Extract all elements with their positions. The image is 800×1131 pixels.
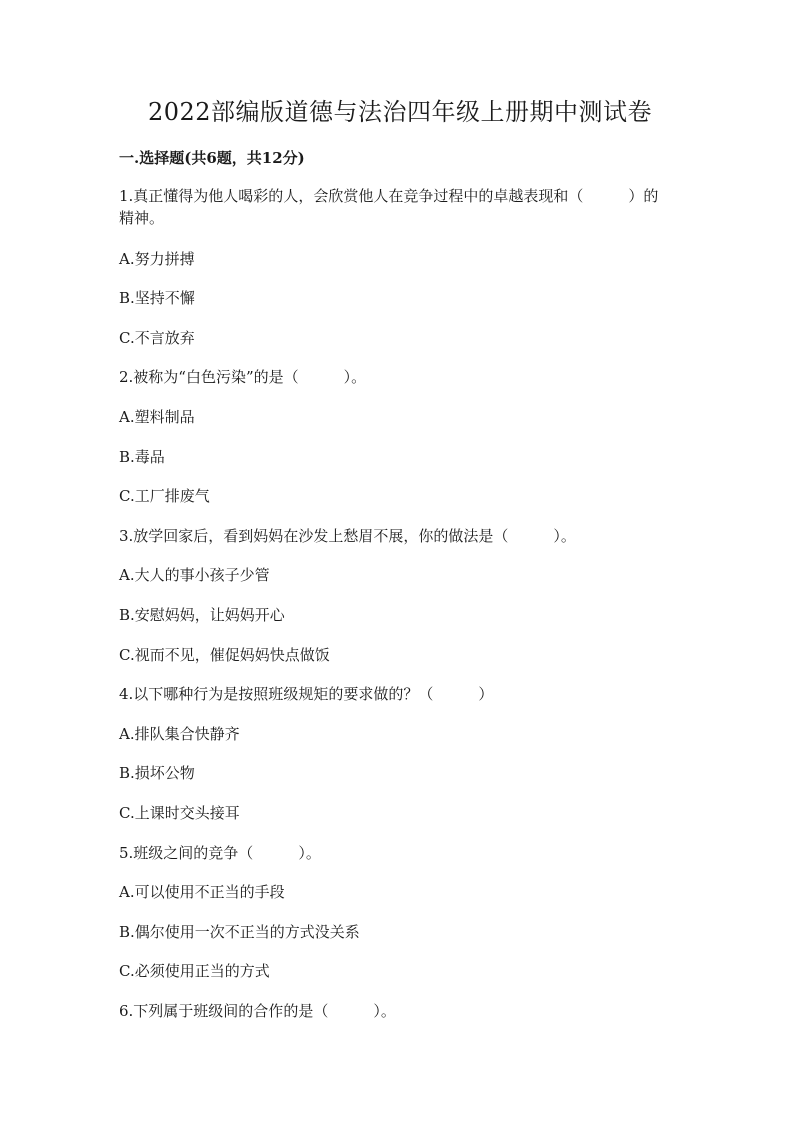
question-5-option-a: A.可以使用不正当的手段 (119, 883, 285, 901)
question-5-option-b: B.偶尔使用一次不正当的方式没关系 (119, 923, 360, 941)
question-5-option-c: C.必须使用正当的方式 (119, 962, 270, 980)
question-5-stem: 5.班级之间的竞争（ ）。 (119, 844, 321, 862)
question-1-option-c: C.不言放弃 (119, 329, 195, 347)
question-3-option-c: C.视而不见，催促妈妈快点做饭 (119, 646, 330, 664)
question-3-option-b: B.安慰妈妈，让妈妈开心 (119, 606, 285, 624)
question-4-option-c: C.上课时交头接耳 (119, 804, 240, 822)
question-1-option-a: A.努力拼搏 (119, 250, 195, 268)
question-2-option-a: A.塑料制品 (119, 408, 195, 426)
question-4-option-a: A.排队集合快静齐 (119, 725, 240, 743)
page-title: 2022部编版道德与法治四年级上册期中测试卷 (147, 98, 653, 126)
question-3-stem: 3.放学回家后，看到妈妈在沙发上愁眉不展，你的做法是（ ）。 (119, 527, 576, 545)
question-4-stem: 4.以下哪种行为是按照班级规矩的要求做的？（ ） (119, 685, 494, 703)
question-2-option-c: C.工厂排废气 (119, 487, 210, 505)
question-3-option-a: A.大人的事小孩子少管 (119, 566, 270, 584)
question-4-option-b: B.损坏公物 (119, 764, 195, 782)
question-6-stem: 6.下列属于班级间的合作的是（ ）。 (119, 1002, 396, 1020)
question-1-stem: 1.真正懂得为他人喝彩的人，会欣赏他人在竞争过程中的卓越表现和（ ）的精神。 (119, 187, 659, 227)
question-1-option-b: B.坚持不懈 (119, 289, 195, 307)
question-2-stem: 2.被称为“白色污染”的是（ ）。 (119, 368, 367, 386)
section-header: 一.选择题(共6题，共12分) (119, 149, 305, 167)
question-2-option-b: B.毒品 (119, 448, 165, 466)
